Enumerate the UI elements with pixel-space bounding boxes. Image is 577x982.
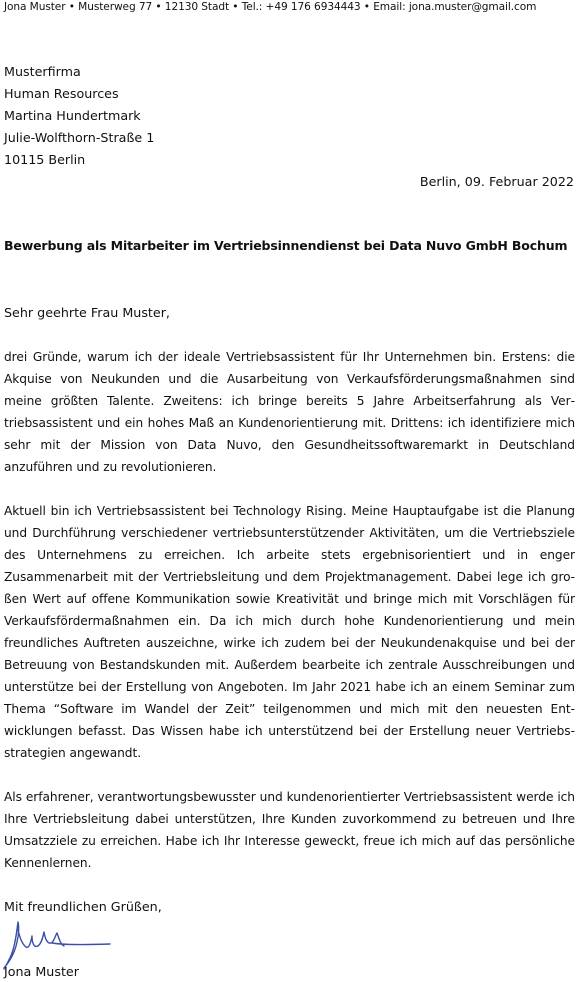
recipient-contact: Martina Hundertmark (4, 108, 141, 123)
recipient-street: Julie-Wolfthorn-Straße 1 (4, 130, 155, 145)
letter-subject: Bewerbung als Mitarbeiter im Vertriebsinnendienst bei Data Nuvo GmbH Bochum (4, 238, 568, 253)
body-paragraph-3: Als erfahrener, verantwortungsbewusster und kundenorientierter Vertriebsassistent werde ich Ihre Vertriebsleitung dabei unterstützen, Ihre Kunden zuvorkommend zu betreuen und Ihre Umsatzziele zu erreichen. Habe ich Ihr Interesse geweckt, freue ich mich auf das persönliche Kennenlernen. (4, 790, 575, 870)
sender-address-line: Jona Muster • Musterweg 77 • 12130 Stadt • Tel.: +49 176 6934443 • Email: jona.muster@gmail.com (4, 1, 537, 13)
recipient-department: Human Resources (4, 86, 119, 101)
recipient-city: 10115 Berlin (4, 152, 86, 167)
recipient-address-block (4, 61, 154, 171)
body-paragraph-2: Aktuell bin ich Vertriebsassistent bei Technology Rising. Meine Hauptaufgabe ist die Planung und Durchführung verschiedener vertriebsunterstützender Aktivitäten, um die Vertriebsziele des Unternehmens zu erreichen. Ich arbeite stets ergebnisorientiert und in enger Zusammenarbeit mit der Vertriebsleitung und dem Projektmanagement. Dabei lege ich großen Wert auf offene Kommunikation sowie Kreativität und bringe mich mit Vorschlägen für Verkaufsfördermaßnahmen ein. Da ich mich durch hohe Kundenorientierung und mein freundliches Auftreten auszeichne, wirke ich zudem bei der Neukundenakquise und bei der Betreuung von Bestandskunden mit. Außerdem bearbeite ich zentrale Ausschreibungen und unterstütze bei der Erstellung von Angeboten. Im Jahr 2021 habe ich an einem Seminar zum Thema “Software im Wandel der Zeit” teilgenommen und mich mit den neuesten Entwicklungen befasst. Das Wissen habe ich unterstützend bei der Erstellung neuer Vertriebsstrategien angewandt. (4, 504, 575, 760)
salutation: Sehr geehrte Frau Muster, (4, 305, 170, 320)
body-paragraph-1: drei Gründe, warum ich der ideale Vertriebsassistent für Ihr Unternehmen bin. Erstens: die Akquise von Neukunden und die Ausarbeitung von Verkaufsförderungsmaßnahmen sind meine größten Talente. Zweitens: ich bringe bereits 5 Jahre Arbeitserfahrung als Vertriebsassistent und ein hohes Maß an Kundenorientierung mit. Drittens: ich identifiziere mich sehr mit der Mission von Data Nuvo, den Gesundheitssoftwaremarkt in Deutschland anzuführen und zu revolutionieren. (4, 350, 575, 474)
signer-name: Jona Muster (4, 964, 79, 979)
letter-date: Berlin, 09. Februar 2022 (419, 174, 574, 189)
closing-phrase: Mit freundlichen Grüßen, (4, 899, 162, 914)
recipient-company: Musterfirma (4, 64, 81, 79)
